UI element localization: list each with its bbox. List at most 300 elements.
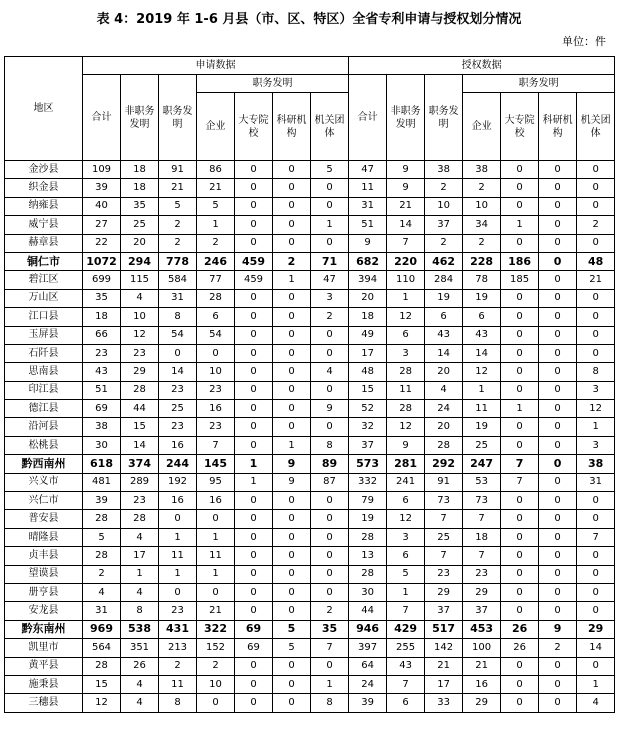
value-cell: 0 <box>577 492 615 510</box>
value-cell: 0 <box>159 344 197 362</box>
unit-label: 单位：件 <box>562 35 606 48</box>
value-cell: 21 <box>197 602 235 620</box>
value-cell: 0 <box>273 583 311 601</box>
header-grant-service: 职务发明 <box>425 75 463 161</box>
value-cell: 11 <box>159 547 197 565</box>
value-cell: 2 <box>425 179 463 197</box>
value-cell: 1 <box>121 565 159 583</box>
value-cell: 79 <box>349 492 387 510</box>
value-cell: 4 <box>83 583 121 601</box>
value-cell: 6 <box>387 492 425 510</box>
value-cell: 48 <box>577 252 615 270</box>
value-cell: 351 <box>121 639 159 657</box>
value-cell: 0 <box>539 473 577 491</box>
value-cell: 0 <box>273 234 311 252</box>
value-cell: 53 <box>463 473 501 491</box>
value-cell: 10 <box>197 363 235 381</box>
value-cell: 0 <box>235 436 273 454</box>
value-cell: 0 <box>539 326 577 344</box>
value-cell: 21 <box>387 197 425 215</box>
value-cell: 0 <box>539 455 577 473</box>
value-cell: 1 <box>387 583 425 601</box>
value-cell: 7 <box>425 510 463 528</box>
value-cell: 100 <box>463 639 501 657</box>
value-cell: 10 <box>463 197 501 215</box>
value-cell: 1 <box>501 400 539 418</box>
value-cell: 71 <box>311 252 349 270</box>
value-cell: 51 <box>349 216 387 234</box>
value-cell: 5 <box>273 620 311 638</box>
value-cell: 0 <box>577 308 615 326</box>
value-cell: 31 <box>83 602 121 620</box>
value-cell: 5 <box>311 161 349 179</box>
value-cell: 0 <box>501 583 539 601</box>
value-cell: 0 <box>577 583 615 601</box>
value-cell: 4 <box>577 694 615 712</box>
value-cell: 0 <box>539 289 577 307</box>
value-cell: 29 <box>121 363 159 381</box>
region-name: 普安县 <box>5 510 83 528</box>
value-cell: 2 <box>311 602 349 620</box>
value-cell: 37 <box>463 602 501 620</box>
value-cell: 1 <box>387 289 425 307</box>
region-name: 玉屏县 <box>5 326 83 344</box>
value-cell: 7 <box>387 234 425 252</box>
value-cell: 0 <box>501 547 539 565</box>
region-name: 兴义市 <box>5 473 83 491</box>
value-cell: 0 <box>501 363 539 381</box>
value-cell: 19 <box>425 289 463 307</box>
value-cell: 0 <box>311 583 349 601</box>
value-cell: 1 <box>311 675 349 693</box>
value-cell: 38 <box>425 161 463 179</box>
table-row <box>5 179 615 197</box>
value-cell: 0 <box>197 510 235 528</box>
table-row <box>5 271 615 289</box>
value-cell: 25 <box>121 216 159 234</box>
region-name: 黄平县 <box>5 657 83 675</box>
table-title: 表 4：2019 年 1-6 月县（市、区、特区）全省专利申请与授权划分情况 <box>96 12 522 27</box>
value-cell: 9 <box>539 620 577 638</box>
value-cell: 14 <box>577 639 615 657</box>
value-cell: 3 <box>387 528 425 546</box>
value-cell: 22 <box>83 234 121 252</box>
value-cell: 95 <box>197 473 235 491</box>
value-cell: 86 <box>197 161 235 179</box>
value-cell: 0 <box>501 510 539 528</box>
region-name: 施秉县 <box>5 675 83 693</box>
value-cell: 21 <box>577 271 615 289</box>
value-cell: 21 <box>463 657 501 675</box>
region-name: 三穗县 <box>5 694 83 712</box>
value-cell: 10 <box>121 308 159 326</box>
value-cell: 0 <box>311 234 349 252</box>
value-cell: 584 <box>159 271 197 289</box>
value-cell: 12 <box>121 326 159 344</box>
value-cell: 0 <box>311 344 349 362</box>
value-cell: 0 <box>311 179 349 197</box>
value-cell: 1 <box>235 455 273 473</box>
value-cell: 0 <box>311 657 349 675</box>
value-cell: 115 <box>121 271 159 289</box>
value-cell: 39 <box>83 492 121 510</box>
value-cell: 9 <box>349 234 387 252</box>
value-cell: 289 <box>121 473 159 491</box>
value-cell: 5 <box>197 197 235 215</box>
header-apply-service: 职务发明 <box>159 75 197 161</box>
value-cell: 21 <box>197 179 235 197</box>
value-cell: 73 <box>463 492 501 510</box>
value-cell: 0 <box>501 289 539 307</box>
value-cell: 2 <box>197 657 235 675</box>
value-cell: 51 <box>83 381 121 399</box>
value-cell: 0 <box>539 400 577 418</box>
value-cell: 0 <box>539 694 577 712</box>
value-cell: 145 <box>197 455 235 473</box>
header-region: 地区 <box>5 57 83 161</box>
value-cell: 0 <box>273 400 311 418</box>
value-cell: 0 <box>539 675 577 693</box>
value-cell: 0 <box>501 179 539 197</box>
value-cell: 21 <box>425 657 463 675</box>
value-cell: 538 <box>121 620 159 638</box>
value-cell: 26 <box>501 620 539 638</box>
value-cell: 37 <box>425 216 463 234</box>
table-row <box>5 657 615 675</box>
value-cell: 10 <box>197 675 235 693</box>
value-cell: 517 <box>425 620 463 638</box>
value-cell: 47 <box>311 271 349 289</box>
value-cell: 4 <box>121 583 159 601</box>
value-cell: 0 <box>235 326 273 344</box>
value-cell: 294 <box>121 252 159 270</box>
region-name: 威宁县 <box>5 216 83 234</box>
value-cell: 29 <box>425 583 463 601</box>
table-body <box>5 161 615 713</box>
value-cell: 4 <box>121 675 159 693</box>
value-cell: 38 <box>463 161 501 179</box>
value-cell: 2 <box>273 252 311 270</box>
region-name: 黔西南州 <box>5 455 83 473</box>
value-cell: 0 <box>501 657 539 675</box>
value-cell: 1 <box>577 418 615 436</box>
value-cell: 39 <box>349 694 387 712</box>
region-name: 织金县 <box>5 179 83 197</box>
value-cell: 23 <box>159 602 197 620</box>
value-cell: 43 <box>83 363 121 381</box>
value-cell: 0 <box>501 381 539 399</box>
value-cell: 43 <box>463 326 501 344</box>
value-cell: 374 <box>121 455 159 473</box>
value-cell: 0 <box>273 565 311 583</box>
value-cell: 6 <box>463 308 501 326</box>
value-cell: 284 <box>425 271 463 289</box>
value-cell: 2 <box>463 179 501 197</box>
value-cell: 0 <box>539 602 577 620</box>
value-cell: 0 <box>501 436 539 454</box>
value-cell: 69 <box>235 639 273 657</box>
table-row <box>5 326 615 344</box>
value-cell: 0 <box>539 308 577 326</box>
value-cell: 0 <box>501 234 539 252</box>
value-cell: 0 <box>273 216 311 234</box>
value-cell: 0 <box>159 583 197 601</box>
value-cell: 34 <box>463 216 501 234</box>
value-cell: 2 <box>159 234 197 252</box>
value-cell: 23 <box>197 381 235 399</box>
value-cell: 244 <box>159 455 197 473</box>
header-apply-college: 大专院校 <box>235 93 273 161</box>
value-cell: 14 <box>159 363 197 381</box>
value-cell: 12 <box>463 363 501 381</box>
value-cell: 0 <box>539 528 577 546</box>
value-cell: 0 <box>311 418 349 436</box>
value-cell: 0 <box>577 179 615 197</box>
value-cell: 0 <box>273 602 311 620</box>
value-cell: 0 <box>273 344 311 362</box>
value-cell: 0 <box>539 216 577 234</box>
value-cell: 7 <box>387 602 425 620</box>
value-cell: 7 <box>311 639 349 657</box>
value-cell: 16 <box>159 492 197 510</box>
value-cell: 31 <box>159 289 197 307</box>
value-cell: 49 <box>349 326 387 344</box>
value-cell: 0 <box>273 326 311 344</box>
header-apply-total: 合计 <box>83 75 121 161</box>
value-cell: 6 <box>425 308 463 326</box>
value-cell: 20 <box>425 363 463 381</box>
value-cell: 0 <box>539 547 577 565</box>
value-cell: 0 <box>273 510 311 528</box>
value-cell: 110 <box>387 271 425 289</box>
value-cell: 0 <box>235 547 273 565</box>
value-cell: 38 <box>83 418 121 436</box>
value-cell: 9 <box>387 179 425 197</box>
value-cell: 28 <box>83 547 121 565</box>
table-row <box>5 455 615 473</box>
value-cell: 0 <box>235 400 273 418</box>
value-cell: 24 <box>349 675 387 693</box>
value-cell: 18 <box>463 528 501 546</box>
value-cell: 35 <box>121 197 159 215</box>
value-cell: 16 <box>159 436 197 454</box>
table-row <box>5 308 615 326</box>
value-cell: 23 <box>83 344 121 362</box>
value-cell: 0 <box>273 675 311 693</box>
value-cell: 0 <box>501 492 539 510</box>
table-row <box>5 363 615 381</box>
value-cell: 19 <box>463 289 501 307</box>
table-row <box>5 620 615 638</box>
value-cell: 0 <box>197 583 235 601</box>
value-cell: 0 <box>235 216 273 234</box>
value-cell: 0 <box>159 510 197 528</box>
value-cell: 0 <box>539 234 577 252</box>
value-cell: 9 <box>273 455 311 473</box>
table-row <box>5 583 615 601</box>
value-cell: 8 <box>159 694 197 712</box>
value-cell: 25 <box>463 436 501 454</box>
region-name: 德江县 <box>5 400 83 418</box>
value-cell: 28 <box>121 510 159 528</box>
value-cell: 1 <box>197 528 235 546</box>
table-row <box>5 197 615 215</box>
value-cell: 9 <box>387 436 425 454</box>
table-row <box>5 161 615 179</box>
region-name: 兴仁市 <box>5 492 83 510</box>
value-cell: 0 <box>539 583 577 601</box>
value-cell: 28 <box>387 400 425 418</box>
value-cell: 1 <box>197 565 235 583</box>
value-cell: 28 <box>425 436 463 454</box>
value-cell: 29 <box>463 583 501 601</box>
value-cell: 0 <box>235 675 273 693</box>
value-cell: 91 <box>159 161 197 179</box>
header-grant-college: 大专院校 <box>501 93 539 161</box>
value-cell: 1 <box>235 473 273 491</box>
value-cell: 0 <box>235 694 273 712</box>
value-cell: 12 <box>577 400 615 418</box>
value-cell: 0 <box>273 657 311 675</box>
value-cell: 17 <box>121 547 159 565</box>
value-cell: 3 <box>311 289 349 307</box>
value-cell: 23 <box>121 344 159 362</box>
region-name: 思南县 <box>5 363 83 381</box>
value-cell: 40 <box>83 197 121 215</box>
value-cell: 241 <box>387 473 425 491</box>
value-cell: 23 <box>159 418 197 436</box>
value-cell: 37 <box>425 602 463 620</box>
table-row <box>5 639 615 657</box>
table-row <box>5 344 615 362</box>
value-cell: 87 <box>311 473 349 491</box>
value-cell: 7 <box>387 675 425 693</box>
region-name: 纳雍县 <box>5 197 83 215</box>
value-cell: 5 <box>387 565 425 583</box>
value-cell: 0 <box>577 657 615 675</box>
header-apply-enterprise: 企业 <box>197 93 235 161</box>
patent-table <box>4 56 615 713</box>
value-cell: 27 <box>83 216 121 234</box>
value-cell: 64 <box>349 657 387 675</box>
value-cell: 2 <box>159 216 197 234</box>
value-cell: 14 <box>121 436 159 454</box>
region-name: 望谟县 <box>5 565 83 583</box>
value-cell: 1 <box>463 381 501 399</box>
value-cell: 0 <box>311 197 349 215</box>
value-cell: 0 <box>539 179 577 197</box>
value-cell: 14 <box>463 344 501 362</box>
value-cell: 185 <box>501 271 539 289</box>
value-cell: 12 <box>387 308 425 326</box>
value-cell: 0 <box>235 381 273 399</box>
header-grant-service-group: 职务发明 <box>463 75 615 93</box>
value-cell: 12 <box>83 694 121 712</box>
value-cell: 431 <box>159 620 197 638</box>
value-cell: 15 <box>121 418 159 436</box>
value-cell: 0 <box>577 602 615 620</box>
value-cell: 8 <box>121 602 159 620</box>
value-cell: 11 <box>197 547 235 565</box>
table-row <box>5 381 615 399</box>
value-cell: 0 <box>501 308 539 326</box>
value-cell: 0 <box>273 179 311 197</box>
value-cell: 459 <box>235 271 273 289</box>
value-cell: 0 <box>311 381 349 399</box>
value-cell: 0 <box>539 197 577 215</box>
value-cell: 0 <box>311 326 349 344</box>
value-cell: 14 <box>425 344 463 362</box>
value-cell: 332 <box>349 473 387 491</box>
value-cell: 429 <box>387 620 425 638</box>
value-cell: 0 <box>235 308 273 326</box>
value-cell: 0 <box>539 271 577 289</box>
value-cell: 0 <box>577 344 615 362</box>
value-cell: 0 <box>501 326 539 344</box>
value-cell: 0 <box>235 363 273 381</box>
value-cell: 5 <box>273 639 311 657</box>
value-cell: 220 <box>387 252 425 270</box>
table-row <box>5 528 615 546</box>
value-cell: 2 <box>425 234 463 252</box>
region-name: 万山区 <box>5 289 83 307</box>
value-cell: 20 <box>349 289 387 307</box>
value-cell: 1072 <box>83 252 121 270</box>
value-cell: 0 <box>501 675 539 693</box>
value-cell: 7 <box>501 473 539 491</box>
value-cell: 0 <box>273 197 311 215</box>
table-row <box>5 565 615 583</box>
value-cell: 7 <box>197 436 235 454</box>
table-row <box>5 473 615 491</box>
value-cell: 0 <box>273 492 311 510</box>
value-cell: 2 <box>197 234 235 252</box>
value-cell: 52 <box>349 400 387 418</box>
value-cell: 142 <box>425 639 463 657</box>
region-name: 碧江区 <box>5 271 83 289</box>
value-cell: 19 <box>463 418 501 436</box>
value-cell: 8 <box>577 363 615 381</box>
value-cell: 0 <box>577 289 615 307</box>
value-cell: 0 <box>501 344 539 362</box>
value-cell: 0 <box>273 547 311 565</box>
value-cell: 4 <box>311 363 349 381</box>
value-cell: 0 <box>577 161 615 179</box>
value-cell: 16 <box>463 675 501 693</box>
value-cell: 54 <box>197 326 235 344</box>
value-cell: 0 <box>577 510 615 528</box>
value-cell: 186 <box>501 252 539 270</box>
value-cell: 11 <box>349 179 387 197</box>
value-cell: 394 <box>349 271 387 289</box>
value-cell: 18 <box>121 161 159 179</box>
value-cell: 3 <box>387 344 425 362</box>
value-cell: 0 <box>273 161 311 179</box>
value-cell: 0 <box>235 657 273 675</box>
value-cell: 28 <box>197 289 235 307</box>
table-row <box>5 234 615 252</box>
value-cell: 0 <box>577 565 615 583</box>
value-cell: 109 <box>83 161 121 179</box>
value-cell: 28 <box>349 528 387 546</box>
value-cell: 21 <box>159 179 197 197</box>
value-cell: 23 <box>159 381 197 399</box>
table-row <box>5 694 615 712</box>
value-cell: 35 <box>311 620 349 638</box>
value-cell: 28 <box>387 363 425 381</box>
value-cell: 20 <box>425 418 463 436</box>
value-cell: 16 <box>197 400 235 418</box>
